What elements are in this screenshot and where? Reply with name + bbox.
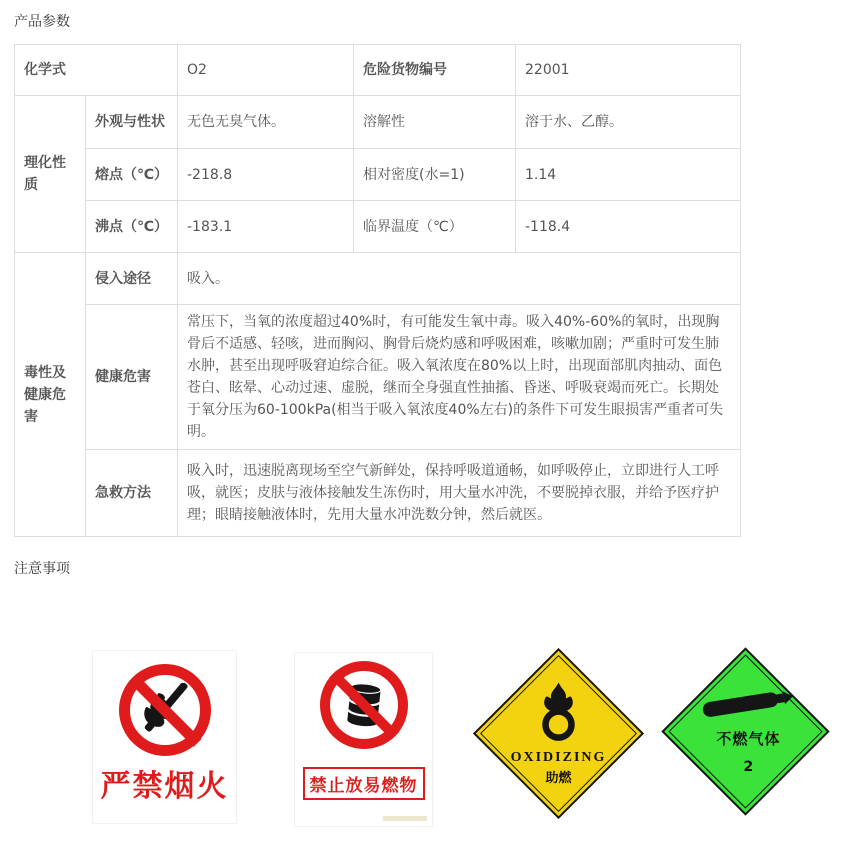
- dangerous-goods-number-label: 危险货物编号: [354, 45, 516, 96]
- sign-no-flammables: [295, 653, 432, 826]
- table-row: [15, 450, 741, 537]
- melting-point-value: -218.8: [178, 149, 354, 201]
- table-row: [15, 45, 741, 96]
- oxidizing-content: [478, 681, 638, 785]
- sign-oxidizing: [468, 645, 648, 821]
- first-aid-value: 吸入时，迅速脱离现场至空气新鲜处，保持呼吸道通畅，如呼吸停止，立即进行人工呼吸，就医；皮肤与液体接触发生冻伤时，用大量水冲洗，不要脱掉衣服，并给予医疗护理；眼睛接触液体时，先用大量水冲洗数分钟，然后就医。: [178, 450, 741, 537]
- group-physchem-label: 理化性质: [15, 96, 86, 253]
- watermark: [383, 816, 427, 821]
- gas-content: [668, 683, 828, 774]
- critical-temp-label: 临界温度（℃）: [354, 201, 516, 253]
- page-title-product-params: 产品参数: [14, 14, 70, 30]
- prohibition-symbol: [320, 661, 408, 749]
- table-row: [15, 201, 741, 253]
- gas-class-number: 2: [742, 757, 753, 774]
- chemical-formula-value: O2: [178, 45, 354, 96]
- health-hazard-label: 健康危害: [86, 305, 178, 450]
- table-row: [15, 253, 741, 305]
- oxidizing-word: OXIDIZING: [510, 749, 606, 764]
- first-aid-label: 急救方法: [86, 450, 178, 537]
- relative-density-value: 1.14: [516, 149, 741, 201]
- chemical-formula-label: 化学式: [15, 45, 178, 96]
- entry-route-label: 侵入途径: [86, 253, 178, 305]
- hazard-signs-strip: [0, 581, 841, 833]
- appearance-value: 无色无臭气体。: [178, 96, 354, 149]
- gas-diamond: [661, 647, 829, 815]
- entry-route-value: 吸入。: [178, 253, 741, 305]
- product-params-table: [14, 44, 741, 537]
- oxidizing-chinese: 助燃: [544, 770, 571, 785]
- sign-no-open-flames: [93, 651, 236, 823]
- solubility-label: 溶解性: [354, 96, 516, 149]
- table-row: [15, 149, 741, 201]
- health-hazard-value: 常压下，当氧的浓度超过40%时，有可能发生氧中毒。吸入40%-60%的氧时，出现胸骨后不适感、轻咳，进而胸闷、胸骨后烧灼感和呼吸困难，咳嗽加剧；严重时可发生肺水肿，甚至出现呼吸窘迫综合征。吸入氧浓度在80%以上时，出现面部肌肉抽动、面色苍白、眩晕、心动过速、虚脱，继而全身强直性抽搐、昏迷、呼吸衰竭而死亡。长期处于氧分压为60-100kPa(相当于吸入氧浓度40%左右)的条件下可发生眼损害严重者可失明。: [178, 305, 741, 450]
- sign-no-flammables-label: 禁止放易燃物: [303, 767, 425, 800]
- table-row: [15, 305, 741, 450]
- sign-non-flammable-gas: [660, 643, 830, 819]
- page-title-notes: 注意事项: [14, 561, 70, 577]
- dangerous-goods-number-value: 22001: [516, 45, 741, 96]
- oxidizing-diamond: [472, 647, 643, 818]
- solubility-value: 溶于水、乙醇。: [516, 96, 741, 149]
- appearance-label: 外观与性状: [86, 96, 178, 149]
- boiling-point-value: -183.1: [178, 201, 354, 253]
- group-toxicity-label: 毒性及健康危害: [15, 253, 86, 537]
- table-row: [15, 96, 741, 149]
- boiling-point-label: 沸点（℃）: [86, 201, 178, 253]
- critical-temp-value: -118.4: [516, 201, 741, 253]
- sign-no-open-flames-label: 严禁烟火: [100, 769, 229, 804]
- flame-over-circle-icon: [532, 731, 584, 747]
- gas-cylinder-icon: [700, 709, 796, 725]
- gas-name-label: 不燃气体: [715, 728, 780, 747]
- prohibition-symbol: [119, 664, 211, 756]
- relative-density-label: 相对密度(水=1): [354, 149, 516, 201]
- melting-point-label: 熔点（℃）: [86, 149, 178, 201]
